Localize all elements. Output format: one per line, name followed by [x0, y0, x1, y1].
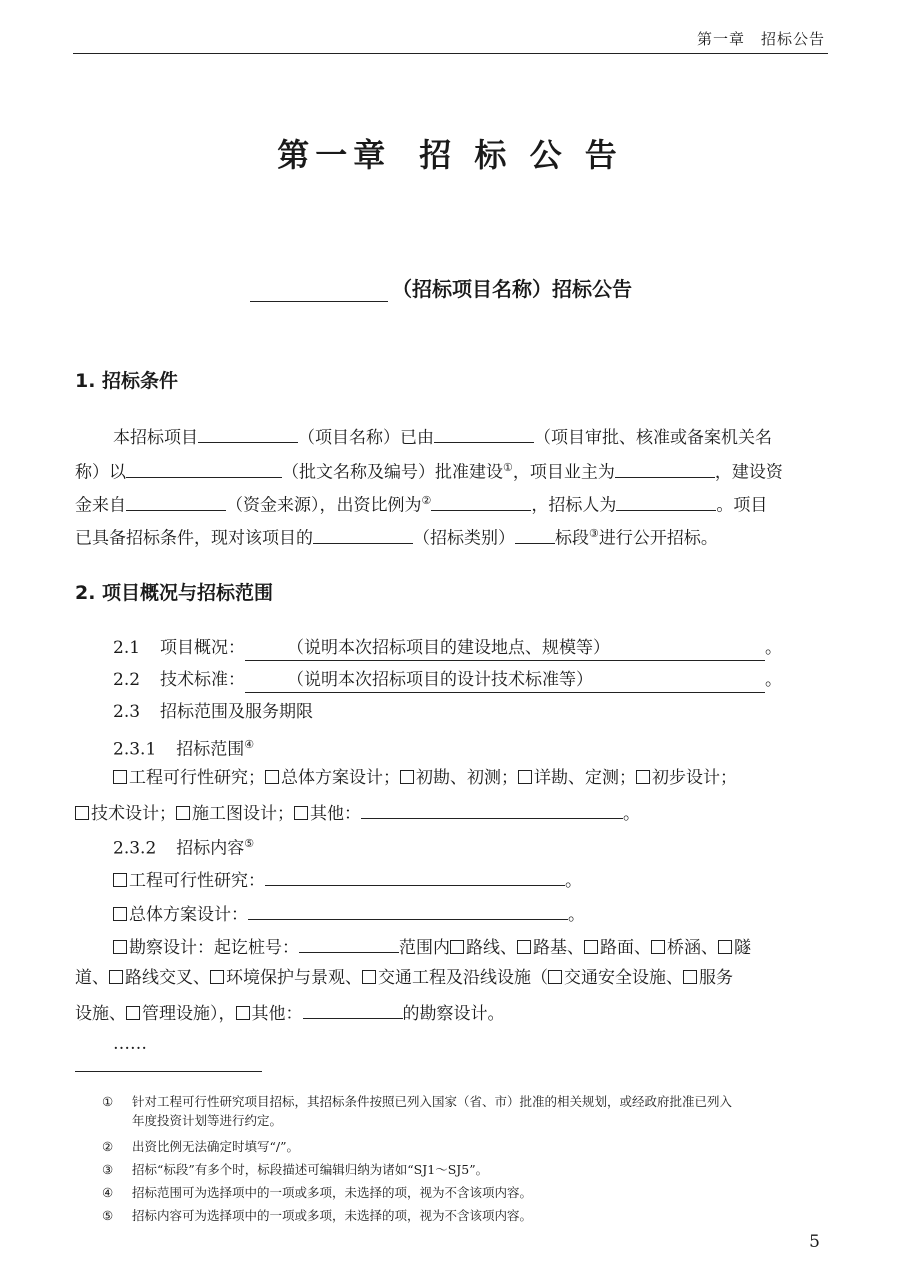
content-line-5: 设施、 管理设施）， 其他： 的勘察设计。 — [75, 999, 505, 1026]
footnote-rule — [75, 1071, 262, 1072]
checkbox[interactable] — [210, 970, 224, 984]
checkbox[interactable] — [236, 1006, 250, 1020]
checkbox[interactable] — [636, 770, 650, 784]
content-line-2: 总体方案设计： 。 — [113, 900, 585, 927]
chapter-number: 第一章 — [277, 136, 392, 174]
section-1-line-2: 称）以 （批文名称及编号）批准建设①，项目业主为 ，建设资 — [75, 456, 783, 485]
checkbox[interactable] — [548, 970, 562, 984]
section-1-line-1: 本招标项目 （项目名称）已由 （项目审批、核准或备案机关名 — [113, 423, 772, 450]
ellipsis: …… — [113, 1034, 147, 1054]
section-1-line-4: 已具备招标条件，现对该项目的 （招标类别） 标段③进行公开招标。 — [75, 522, 718, 551]
checkbox[interactable] — [517, 940, 531, 954]
scope-options-line-1: 工程可行性研究； 总体方案设计； 初勘、初测； 详勘、定测； 初步设计； — [113, 766, 737, 790]
scope-options-line-2: 技术设计； 施工图设计； 其他： 。 — [75, 799, 640, 826]
content-line-3: 勘察设计：起讫桩号： 范围内 路线、 路基、 路面、 桥涵、 隧 — [113, 933, 751, 960]
checkbox[interactable] — [176, 806, 190, 820]
checkbox[interactable] — [450, 940, 464, 954]
content-line-1: 工程可行性研究： 。 — [113, 866, 582, 893]
content-line-4: 道、 路线交叉、 环境保护与景观、 交通工程及沿线设施（ 交通安全设施、 服务 — [75, 968, 733, 988]
section-1-line-3: 金来自 （资金来源），出资比例为② ，招标人为 。项目 — [75, 489, 767, 518]
checkbox[interactable] — [683, 970, 697, 984]
item-2-3: 2.3 招标范围及服务期限 — [113, 702, 314, 722]
item-2-3-2: 2.3.2 招标内容⑤ — [113, 837, 255, 859]
checkbox[interactable] — [126, 1006, 140, 1020]
project-name-blank — [250, 280, 388, 302]
checkbox[interactable] — [109, 970, 123, 984]
checkbox[interactable] — [400, 770, 414, 784]
checkbox[interactable] — [113, 770, 127, 784]
running-header: 第一章 招标公告 — [696, 30, 825, 48]
notice-title — [250, 273, 632, 302]
item-2-3-1: 2.3.1 招标范围④ — [113, 738, 255, 760]
checkbox[interactable] — [265, 770, 279, 784]
chapter-title — [0, 130, 900, 176]
checkbox[interactable] — [718, 940, 732, 954]
page-number: 5 — [809, 1232, 820, 1252]
checkbox[interactable] — [584, 940, 598, 954]
checkbox[interactable] — [362, 970, 376, 984]
checkbox[interactable] — [113, 873, 127, 887]
checkbox[interactable] — [294, 806, 308, 820]
checkbox[interactable] — [651, 940, 665, 954]
section-1-heading: 1. 招标条件 — [75, 370, 179, 392]
item-2-2: 2.2 技术标准： （说明本次招标项目的设计技术标准等） 。 — [113, 668, 782, 693]
checkbox[interactable] — [113, 907, 127, 921]
chapter-name: 招 标 公 告 — [419, 136, 623, 174]
notice-title-text: （招标项目名称）招标公告 — [392, 277, 632, 301]
checkbox[interactable] — [113, 940, 127, 954]
section-2-heading: 2. 项目概况与招标范围 — [75, 582, 274, 604]
header-rule — [73, 53, 828, 54]
checkbox[interactable] — [75, 806, 89, 820]
item-2-1: 2.1 项目概况： （说明本次招标项目的建设地点、规模等） 。 — [113, 636, 782, 661]
checkbox[interactable] — [518, 770, 532, 784]
